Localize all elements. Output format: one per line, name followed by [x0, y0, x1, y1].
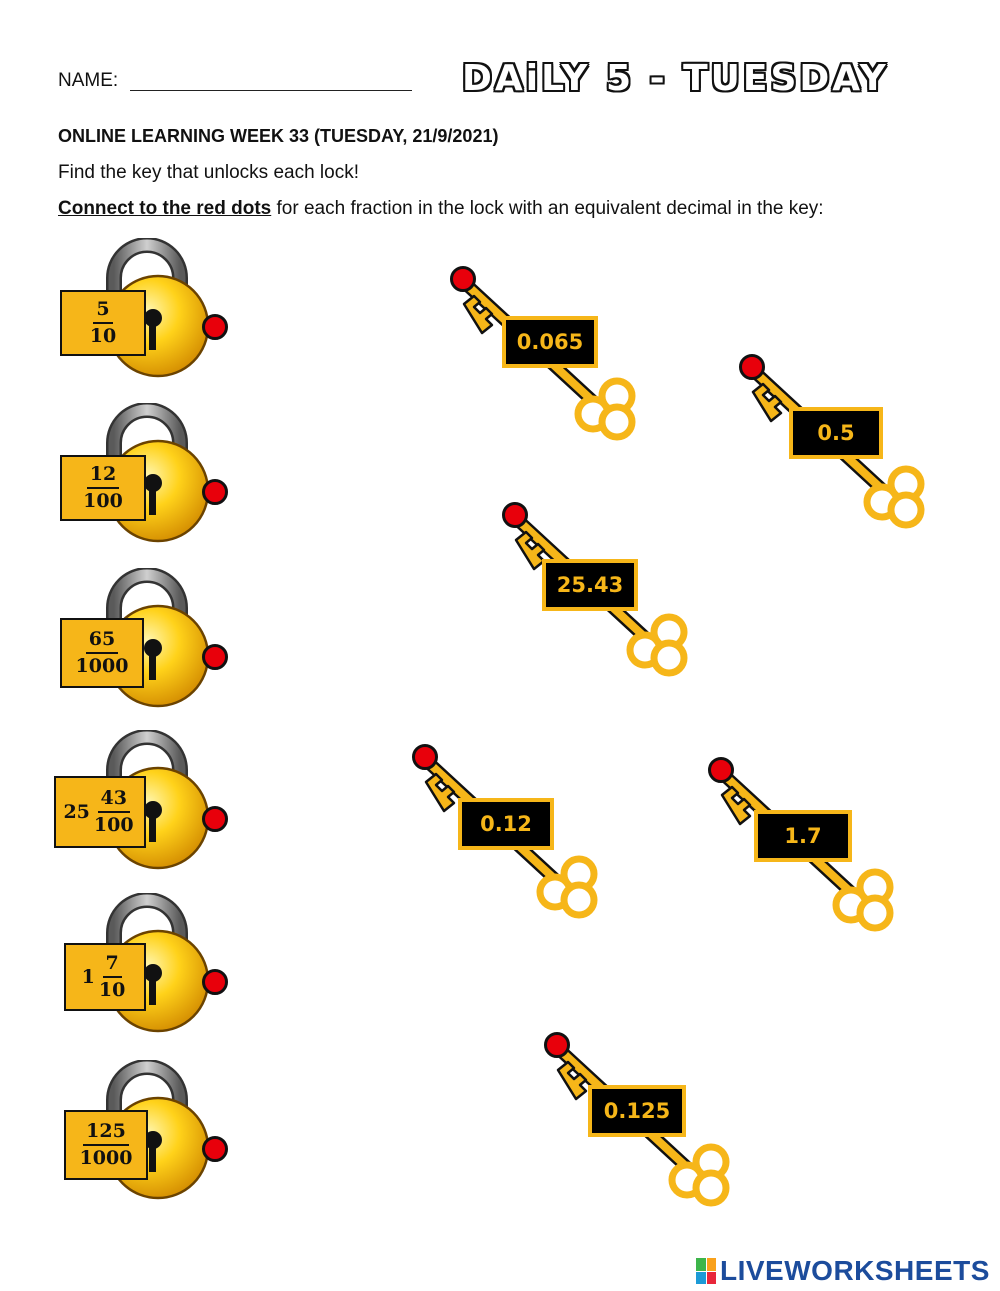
liveworksheets-logo-icon — [696, 1258, 716, 1284]
fraction — [91, 788, 137, 836]
key-6 — [540, 1030, 740, 1210]
fraction-denominator: 100 — [93, 814, 134, 836]
footer-brand-text: LIVEWORKSHEETS — [720, 1255, 990, 1286]
instruction-find-key: Find the key that unlocks each lock! — [58, 162, 359, 183]
fraction-numerator: 5 — [93, 299, 112, 324]
key-connect-dot[interactable] — [502, 502, 528, 528]
lock-fraction-label — [64, 1110, 148, 1180]
lock-connect-dot[interactable] — [202, 314, 228, 340]
footer-brand — [696, 1254, 990, 1288]
key-decimal-label: 0.065 — [502, 316, 598, 368]
key-1 — [446, 264, 646, 444]
lock-connect-dot[interactable] — [202, 1136, 228, 1162]
mixed-number-whole: 1 — [81, 966, 95, 988]
lock-1 — [60, 238, 260, 378]
key-connect-dot[interactable] — [544, 1032, 570, 1058]
fraction-denominator: 1000 — [79, 1147, 133, 1169]
lock-fraction-label — [54, 776, 146, 848]
fraction-denominator: 100 — [83, 490, 123, 512]
key-connect-dot[interactable] — [450, 266, 476, 292]
key-connect-dot[interactable] — [739, 354, 765, 380]
lock-5 — [60, 893, 260, 1033]
lock-6 — [60, 1060, 260, 1200]
lock-fraction-label — [60, 618, 144, 688]
key-5 — [704, 755, 904, 935]
fraction — [87, 299, 119, 347]
fraction-numerator: 125 — [83, 1121, 129, 1146]
fraction-denominator: 10 — [98, 979, 126, 1001]
key-decimal-label: 1.7 — [754, 810, 852, 862]
fraction-denominator: 10 — [89, 325, 117, 347]
page-title: DAiLY 5 - TUESDAY — [462, 58, 889, 99]
fraction-numerator: 7 — [103, 953, 122, 978]
instruction-connect-bold: Connect to the red dots — [58, 198, 272, 219]
mixed-number-whole: 25 — [63, 801, 90, 823]
fraction — [77, 1121, 136, 1169]
name-label: NAME: — [58, 70, 119, 91]
key-decimal-label: 0.5 — [789, 407, 883, 459]
key-2 — [735, 352, 935, 532]
key-decimal-label: 0.12 — [458, 798, 554, 850]
lock-fraction-label — [60, 290, 146, 356]
key-connect-dot[interactable] — [708, 757, 734, 783]
key-4 — [408, 742, 608, 922]
lock-connect-dot[interactable] — [202, 969, 228, 995]
instruction-connect-rest: for each fraction in the lock with an equivalent decimal in the key: — [271, 198, 824, 219]
fraction-numerator: 65 — [86, 629, 118, 654]
lock-fraction-label — [64, 943, 146, 1011]
key-connect-dot[interactable] — [412, 744, 438, 770]
name-input-line[interactable] — [130, 90, 412, 91]
lock-connect-dot[interactable] — [202, 479, 228, 505]
lock-4 — [60, 730, 260, 870]
fraction-numerator: 43 — [98, 788, 130, 813]
fraction-denominator: 1000 — [75, 655, 129, 677]
key-decimal-label: 0.125 — [588, 1085, 686, 1137]
subtitle: ONLINE LEARNING WEEK 33 (TUESDAY, 21/9/2021) — [58, 126, 499, 146]
fraction-numerator: 12 — [87, 464, 119, 489]
lock-connect-dot[interactable] — [202, 644, 228, 670]
fraction — [96, 953, 128, 1001]
lock-fraction-label — [60, 455, 146, 521]
fraction — [80, 464, 126, 512]
lock-2 — [60, 403, 260, 543]
instruction-connect — [58, 198, 824, 220]
fraction — [73, 629, 132, 677]
lock-connect-dot[interactable] — [202, 806, 228, 832]
key-decimal-label: 25.43 — [542, 559, 638, 611]
lock-3 — [60, 568, 260, 708]
key-3 — [498, 500, 698, 680]
